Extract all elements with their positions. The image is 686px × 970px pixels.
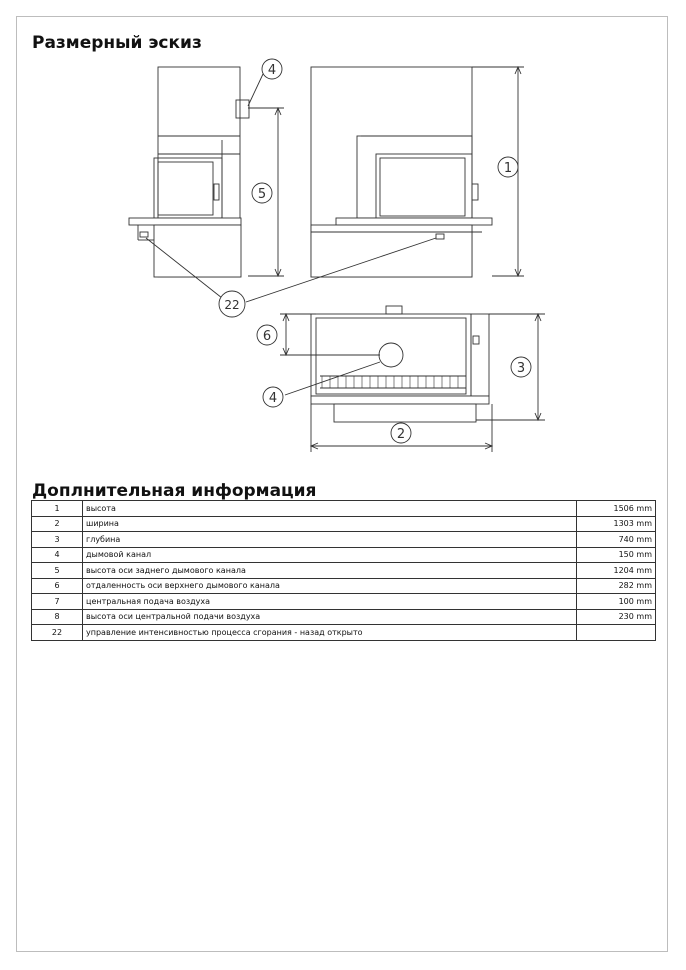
svg-text:22: 22 [224, 298, 240, 312]
section-title-info: Доплнительная информация [32, 481, 317, 501]
row-label: высота [83, 501, 577, 517]
row-value: 1204 mm [576, 563, 655, 579]
row-label: отдаленность оси верхнего дымового канала [83, 578, 577, 594]
section-title-sketch: Размерный эскиз [32, 33, 202, 53]
row-number: 5 [32, 563, 83, 579]
svg-text:4: 4 [267, 63, 277, 78]
spec-table [31, 500, 656, 641]
row-number: 8 [32, 609, 83, 625]
svg-text:1: 1 [503, 161, 513, 176]
svg-text:4: 4 [268, 391, 278, 406]
row-value: 100 mm [576, 594, 655, 610]
table-row [32, 532, 656, 548]
svg-text:3: 3 [516, 361, 526, 376]
row-number: 1 [32, 501, 83, 517]
table-row [32, 578, 656, 594]
row-label: центральная подача воздуха [83, 594, 577, 610]
callout-5 [252, 183, 272, 203]
spec-table-body [32, 501, 656, 641]
row-value: 740 mm [576, 532, 655, 548]
row-value [576, 625, 655, 641]
table-row [32, 609, 656, 625]
callout-4-top [263, 387, 283, 407]
row-value: 1303 mm [576, 516, 655, 532]
row-number: 7 [32, 594, 83, 610]
callout-22 [219, 291, 245, 317]
svg-text:5: 5 [257, 187, 267, 202]
row-number: 22 [32, 625, 83, 641]
top-view [280, 306, 545, 452]
table-row [32, 516, 656, 532]
row-label: управление интенсивностью процесса сгорания - назад открыто [83, 625, 577, 641]
callout-4-side [262, 59, 282, 79]
row-label: дымовой канал [83, 547, 577, 563]
row-label: высота оси центральной подачи воздуха [83, 609, 577, 625]
side-view [129, 67, 284, 277]
svg-text:2: 2 [396, 427, 406, 442]
row-number: 3 [32, 532, 83, 548]
table-row [32, 625, 656, 641]
row-number: 6 [32, 578, 83, 594]
table-row [32, 501, 656, 517]
row-value: 230 mm [576, 609, 655, 625]
table-row [32, 547, 656, 563]
row-value: 150 mm [576, 547, 655, 563]
row-label: глубина [83, 532, 577, 548]
row-number: 4 [32, 547, 83, 563]
table-row [32, 563, 656, 579]
row-number: 2 [32, 516, 83, 532]
front-view [311, 67, 524, 277]
table-row [32, 594, 656, 610]
callout-3 [511, 357, 531, 377]
dimension-sketch [0, 0, 686, 480]
callout-6 [257, 325, 277, 345]
row-value: 1506 mm [576, 501, 655, 517]
svg-text:6: 6 [262, 329, 272, 344]
row-label: ширина [83, 516, 577, 532]
callout-2 [391, 423, 411, 443]
callout-1 [498, 157, 518, 177]
row-value: 282 mm [576, 578, 655, 594]
row-label: высота оси заднего дымового канала [83, 563, 577, 579]
